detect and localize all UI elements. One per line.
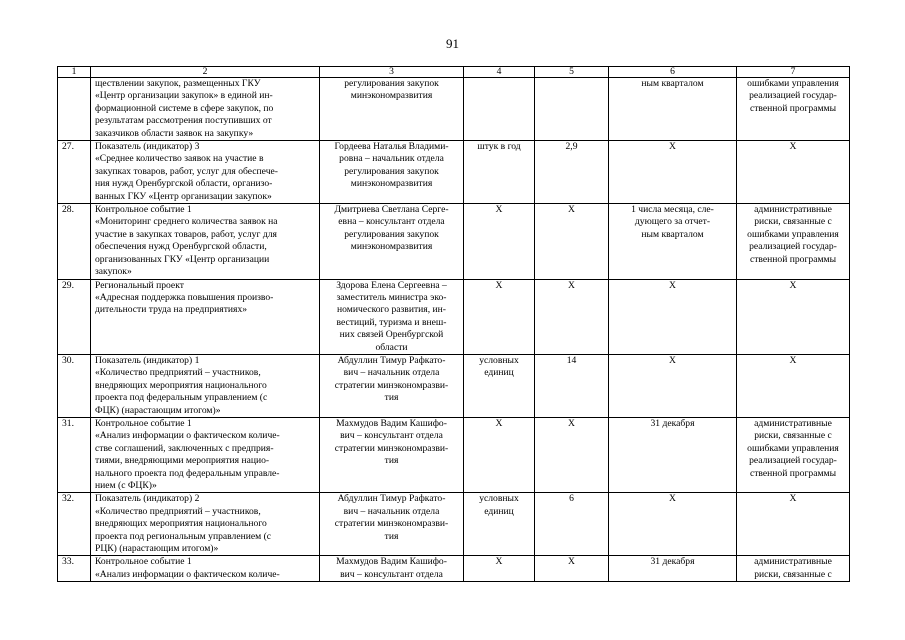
risk-cell [737, 279, 850, 354]
responsible-cell [320, 493, 464, 556]
unit-cell [464, 354, 535, 417]
cell-text-line: X [495, 417, 503, 429]
cell-text-line: тиями, внедряющими мероприятия нацио- [95, 455, 270, 467]
cell-text-line: «Мониторинг среднего количества заявок на [95, 216, 278, 228]
cell-text-line: ным кварталом [641, 78, 704, 89]
risk-cell [737, 493, 850, 556]
row-number-cell: 31. [58, 417, 91, 492]
table-row [58, 354, 850, 417]
unit-cell [464, 279, 535, 354]
value-cell [535, 141, 609, 204]
value-cell [535, 354, 609, 417]
responsible-cell [320, 279, 464, 354]
cell-text-line: ным кварталом [641, 228, 704, 240]
unit-cell [464, 556, 535, 582]
cell-text-line: закупках товаров, работ, услуг для обеспече- [95, 165, 278, 177]
cell-text-line: ФЦК) (нарастающим итогом)» [95, 404, 221, 416]
cell-text-line: результатам рассмотрения поступивших от [95, 115, 272, 127]
cell-text-line: «Анализ информации о фактическом количе- [95, 430, 280, 442]
cell-text-line: риски, связанные с [754, 430, 832, 442]
cell-text-line: X [789, 279, 797, 291]
header-cell: 2 [91, 67, 320, 78]
deadline-cell [609, 279, 737, 354]
risk-cell [737, 556, 850, 582]
cell-text-line: регулирования закупок [344, 78, 439, 89]
responsible-cell [320, 556, 464, 582]
cell-text-line: заместитель министра эко- [336, 291, 447, 303]
cell-text-line: X [789, 354, 797, 366]
cell-text-line: номического развития, ин- [337, 304, 446, 316]
cell-text-line: Гордеева Наталья Владими- [334, 141, 449, 153]
cell-text-line: риски, связанные с [754, 568, 832, 580]
cell-text-line: внедряющих мероприятия национального [95, 518, 267, 530]
row-number-cell: 28. [58, 204, 91, 279]
table-row [58, 493, 850, 556]
cell-text-line: организованных ГКУ «Центр организации [95, 253, 270, 265]
unit-cell [464, 204, 535, 279]
cell-text-line: стратегии минэкономразви- [334, 518, 449, 530]
row-number-cell [58, 78, 91, 141]
header-row [58, 67, 850, 78]
cell-text-line: X [669, 354, 676, 366]
cell-text-line: проекта под региональным управлением (с [95, 530, 272, 542]
cell-text-line: ошибками управления [747, 78, 839, 89]
cell-text-line: Контрольное событие 1 [95, 417, 192, 429]
cell-text-line: ошибками управления [747, 228, 839, 240]
cell-text-line: дующего за отчет- [634, 216, 711, 228]
cell-text-line: минэкономразвития [350, 178, 433, 190]
table-row [58, 556, 850, 582]
cell-text-line: 14 [566, 354, 577, 366]
cell-text-line: реализацией государ- [749, 241, 837, 253]
value-cell [535, 417, 609, 492]
cell-text-line: минэкономразвития [350, 90, 433, 102]
cell-text-line: «Количество предприятий – участников, [95, 367, 261, 379]
deadline-cell [609, 417, 737, 492]
cell-text-line: Махмудов Вадим Кашифо- [336, 417, 447, 429]
cell-text-line: ственной программы [749, 467, 837, 479]
header-cell: 7 [737, 67, 850, 78]
cell-text-line: Региональный проект [95, 279, 184, 291]
header-cell: 4 [464, 67, 535, 78]
cell-text-line: «Количество предприятий – участников, [95, 505, 261, 517]
cell-text-line: штук в год [477, 141, 521, 153]
cell-text-line: X [568, 417, 575, 429]
value-cell [535, 556, 609, 582]
cell-text-line: административные [754, 204, 832, 216]
cell-text-line: нием (с ФЦК)» [95, 480, 157, 491]
cell-text-line: условных [479, 354, 519, 366]
cell-text-line: ственной программы [749, 102, 837, 114]
unit-cell [464, 493, 535, 556]
cell-text-line: стратегии минэкономразви- [334, 442, 449, 454]
table-row [58, 417, 850, 492]
cell-text-line: нального проекта под федеральным управле- [95, 467, 280, 479]
cell-text-line: 31 декабря [650, 417, 695, 429]
table-row [58, 204, 850, 279]
table-row [58, 141, 850, 204]
deadline-cell [609, 141, 737, 204]
cell-text-line: вич – начальник отдела [343, 505, 440, 517]
responsible-cell [320, 354, 464, 417]
cell-text-line: вестиций, туризма и внеш- [336, 316, 447, 328]
cell-text-line: обеспечения нужд Оренбургской области, [95, 241, 267, 253]
cell-text-line: закупок» [95, 266, 132, 278]
cell-text-line: «Адресная поддержка повышения произво- [95, 291, 274, 303]
plan-table [57, 66, 850, 582]
deadline-cell [609, 78, 737, 141]
page-number: 91 [446, 36, 459, 51]
row-number-cell: 29. [58, 279, 91, 354]
value-cell [535, 493, 609, 556]
cell-text-line: Махмудов Вадим Кашифо- [336, 556, 447, 568]
responsible-cell [320, 204, 464, 279]
cell-text-line: дительности труда на предприятиях» [95, 304, 248, 316]
cell-text-line: минэкономразвития [350, 241, 433, 253]
unit-cell [464, 78, 535, 141]
cell-text-line: условных [479, 493, 519, 505]
header-cell: 1 [58, 67, 91, 78]
cell-text-line: стве соглашений, заключенных с предприя- [95, 442, 274, 454]
cell-text-line: заказчиков области заявок на закупку» [95, 127, 254, 139]
responsible-cell [320, 78, 464, 141]
cell-text-line: «Центр организации закупок» в единой ин- [95, 90, 273, 102]
cell-text-line: внедряющих мероприятия национального [95, 379, 267, 391]
description-cell [91, 354, 320, 417]
cell-text-line: тия [384, 455, 399, 467]
cell-text-line: ванных ГКУ «Центр организации закупок» [95, 190, 272, 202]
cell-text-line: РЦК) (нарастающим итогом)» [95, 543, 219, 555]
description-cell [91, 141, 320, 204]
cell-text-line: X [669, 279, 676, 291]
cell-text-line: ществлении закупок, размещенных ГКУ [95, 78, 261, 89]
cell-text-line: X [568, 204, 575, 216]
cell-text-line: 2,9 [565, 141, 578, 153]
description-cell [91, 204, 320, 279]
description-cell [91, 279, 320, 354]
cell-text-line: X [495, 279, 503, 291]
cell-text-line: проекта под федеральным управлением (с [95, 392, 268, 404]
cell-text-line: Показатель (индикатор) 1 [95, 354, 200, 366]
row-number-cell: 32. [58, 493, 91, 556]
cell-text-line: них связей Оренбургской [339, 329, 444, 341]
value-cell [535, 204, 609, 279]
deadline-cell [609, 556, 737, 582]
cell-text-line: X [669, 493, 676, 505]
risk-cell [737, 204, 850, 279]
row-number-cell: 33. [58, 556, 91, 582]
cell-text-line: «Анализ информации о фактическом количе- [95, 568, 280, 580]
row-number-cell: 27. [58, 141, 91, 204]
cell-text-line: формационной системе в сфере закупок, по [95, 102, 274, 114]
cell-text-line: Абдуллин Тимур Рафкато- [337, 493, 446, 505]
cell-text-line: Контрольное событие 1 [95, 204, 192, 216]
cell-text-line: реализацией государ- [749, 90, 837, 102]
table-row [58, 279, 850, 354]
cell-text-line: X [568, 556, 575, 568]
header-cell: 6 [609, 67, 737, 78]
value-cell [535, 78, 609, 141]
cell-text-line: Абдуллин Тимур Рафкато- [337, 354, 446, 366]
description-cell [91, 493, 320, 556]
cell-text-line: Дмитриева Светлана Серге- [334, 204, 449, 216]
cell-text-line: ственной программы [749, 253, 837, 265]
cell-text-line: участие в закупках товаров, работ, услуг для [95, 228, 277, 240]
cell-text-line: области [375, 341, 408, 353]
cell-text-line: ния нужд Оренбургской области, организо- [95, 178, 273, 190]
cell-text-line: X [669, 141, 676, 153]
description-cell [91, 556, 320, 582]
cell-text-line: X [789, 141, 797, 153]
cell-text-line: X [568, 279, 575, 291]
cell-text-line: стратегии минэкономразви- [334, 379, 449, 391]
cell-text-line: Показатель (индикатор) 2 [95, 493, 200, 505]
deadline-cell [609, 354, 737, 417]
cell-text-line: регулирования закупок [344, 228, 439, 240]
cell-text-line: вич – начальник отдела [343, 367, 440, 379]
responsible-cell [320, 141, 464, 204]
cell-text-line: единиц [484, 505, 514, 517]
cell-text-line: евна – консультант отдела [338, 216, 445, 228]
cell-text-line: ровна – начальник отдела [339, 153, 444, 165]
deadline-cell [609, 204, 737, 279]
responsible-cell [320, 417, 464, 492]
row-number-cell: 30. [58, 354, 91, 417]
cell-text-line: вич – консультант отдела [340, 568, 443, 580]
cell-text-line: вич – консультант отдела [340, 430, 443, 442]
cell-text-line: Контрольное событие 1 [95, 556, 192, 568]
cell-text-line: «Среднее количество заявок на участие в [95, 153, 264, 165]
cell-text-line: административные [754, 556, 832, 568]
cell-text-line: тия [384, 530, 399, 542]
cell-text-line: регулирования закупок [344, 165, 439, 177]
risk-cell [737, 354, 850, 417]
table-row [58, 78, 850, 141]
value-cell [535, 279, 609, 354]
risk-cell [737, 78, 850, 141]
unit-cell [464, 141, 535, 204]
risk-cell [737, 417, 850, 492]
unit-cell [464, 417, 535, 492]
risk-cell [737, 141, 850, 204]
cell-text-line: тия [384, 392, 399, 404]
description-cell [91, 78, 320, 141]
cell-text-line: ошибками управления [747, 442, 839, 454]
description-cell [91, 417, 320, 492]
cell-text-line: X [495, 204, 503, 216]
cell-text-line: административные [754, 417, 832, 429]
cell-text-line: риски, связанные с [754, 216, 832, 228]
cell-text-line: 6 [569, 493, 574, 505]
cell-text-line: X [789, 493, 797, 505]
cell-text-line: 31 декабря [650, 556, 695, 568]
cell-text-line: реализацией государ- [749, 455, 837, 467]
cell-text-line: X [495, 556, 503, 568]
cell-text-line: Здорова Елена Сергеевна – [336, 279, 447, 291]
header-cell: 3 [320, 67, 464, 78]
cell-text-line: единиц [484, 367, 514, 379]
header-cell: 5 [535, 67, 609, 78]
deadline-cell [609, 493, 737, 556]
cell-text-line: 1 числа месяца, сле- [631, 204, 714, 216]
cell-text-line: Показатель (индикатор) 3 [95, 141, 200, 153]
